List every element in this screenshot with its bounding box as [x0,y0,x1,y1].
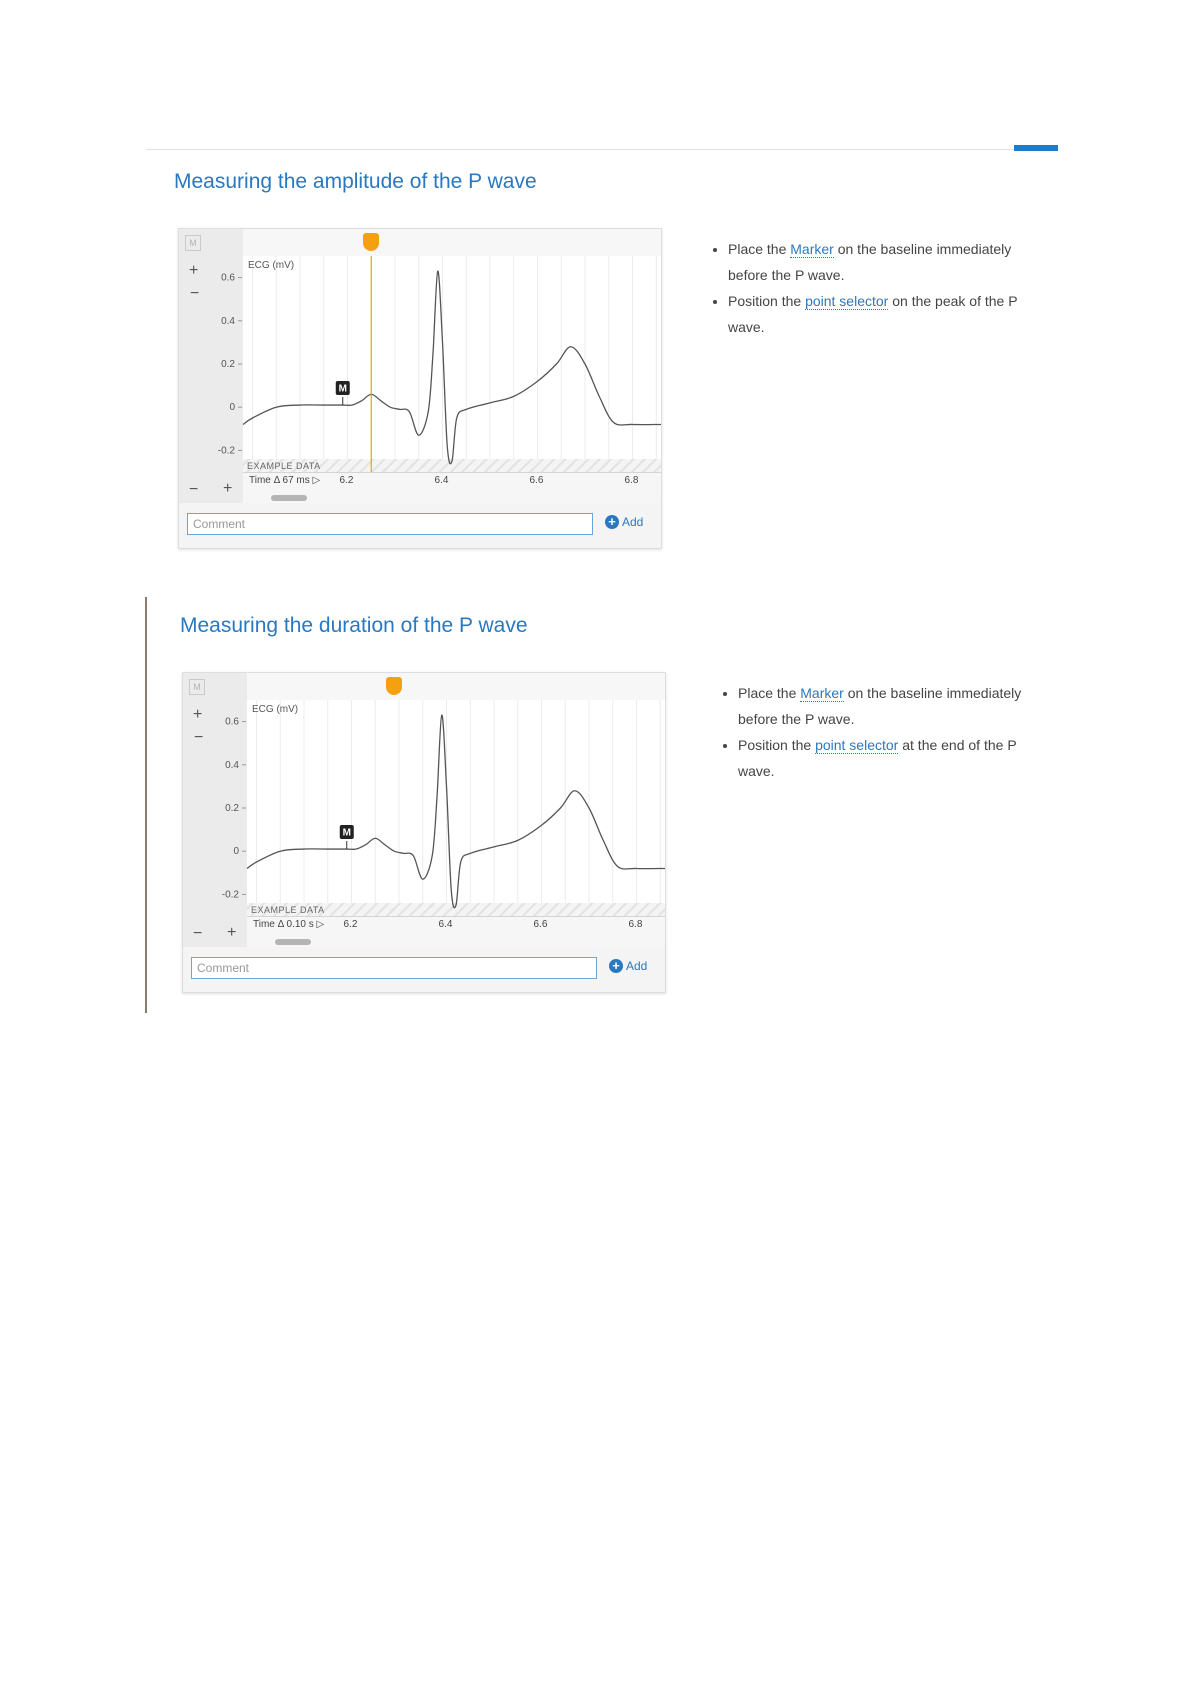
example-data-label: EXAMPLE DATA [251,905,325,915]
marker-toggle-icon[interactable]: M [185,235,201,251]
list-item: • Place the Marker on the baseline immediately before the P wave. [728,236,1038,288]
comment-input[interactable]: Comment [191,957,597,979]
y-tick-label: 0.6 [225,716,239,728]
x-tick-label: 6.8 [628,919,643,930]
y-tick-label: 0.2 [221,359,235,370]
marker-toggle-icon[interactable]: M [189,679,205,695]
time-readout: Time Δ 0.10 s ▷ [253,919,325,930]
top-accent-bar [1014,145,1058,151]
y-tick-label: 0.4 [221,315,235,327]
list-item: • Position the point selector on the peak of the P wave. [728,288,1038,340]
section-heading: Measuring the amplitude of the P wave [174,170,537,193]
y-tick-label: -0.2 [221,889,239,901]
ecg-plot [179,256,661,472]
list-item: • Position the point selector at the end of the P wave. [738,732,1048,784]
scrollbar-thumb[interactable] [271,495,307,501]
point-selector-handle[interactable] [363,233,379,251]
y-axis-label: ECG (mV) [248,260,295,271]
instruction-list [720,680,1048,784]
x-zoom-in-button[interactable]: + [227,924,237,941]
ecg-panel [178,228,662,549]
x-tick-label: 6.2 [343,919,358,930]
y-tick-label: -0.2 [217,445,235,457]
marker-label: M [342,827,351,839]
comment-input[interactable]: Comment [187,513,593,535]
x-zoom-in-button[interactable]: + [223,480,233,497]
x-tick-label: 6.6 [529,475,544,486]
x-tick-label: 6.6 [533,919,548,930]
left-rule [145,597,147,1013]
y-zoom-out-button[interactable]: − [190,285,200,302]
x-tick-label: 6.4 [438,919,453,930]
scrollbar-thumb[interactable] [275,939,311,945]
ecg-panel [182,672,666,993]
y-tick-label: 0.4 [225,759,239,771]
add-label: Add [622,515,644,529]
marker-link[interactable]: Marker [800,685,844,701]
instruction-list [710,236,1038,340]
plot-background [243,256,661,472]
x-zoom-out-button[interactable]: − [193,925,203,942]
x-tick-label: 6.2 [339,475,354,486]
plus-circle-icon: + [609,959,623,973]
y-tick-label: 0 [229,402,235,414]
marker-bar [247,673,665,701]
y-tick-label: 0.2 [225,803,239,814]
y-zoom-in-button[interactable]: + [189,262,199,279]
ecg-plot [183,700,665,916]
point-selector-link[interactable]: point selector [805,293,889,309]
example-data-label: EXAMPLE DATA [247,461,321,471]
plot-background [247,700,665,916]
time-readout: Time Δ 67 ms ▷ [249,475,321,486]
plus-circle-icon: + [605,515,619,529]
point-selector-link[interactable]: point selector [815,737,899,753]
y-tick-label: 0.6 [221,272,235,284]
x-tick-label: 6.8 [624,475,639,486]
marker-bar [243,229,661,257]
section-heading: Measuring the duration of the P wave [180,614,528,637]
x-tick-label: 6.4 [434,475,449,486]
y-zoom-in-button[interactable]: + [193,706,203,723]
add-comment-button[interactable] [605,515,643,529]
add-comment-button[interactable] [609,959,647,973]
y-zoom-out-button[interactable]: − [194,729,204,746]
y-tick-label: 0 [233,846,239,858]
point-selector-handle[interactable] [386,677,402,695]
y-axis-label: ECG (mV) [252,704,299,715]
x-zoom-out-button[interactable]: − [189,481,199,498]
marker-label: M [338,383,347,395]
top-divider [146,149,1056,150]
list-item: • Place the Marker on the baseline immediately before the P wave. [738,680,1048,732]
add-label: Add [626,959,648,973]
marker-link[interactable]: Marker [790,241,834,257]
